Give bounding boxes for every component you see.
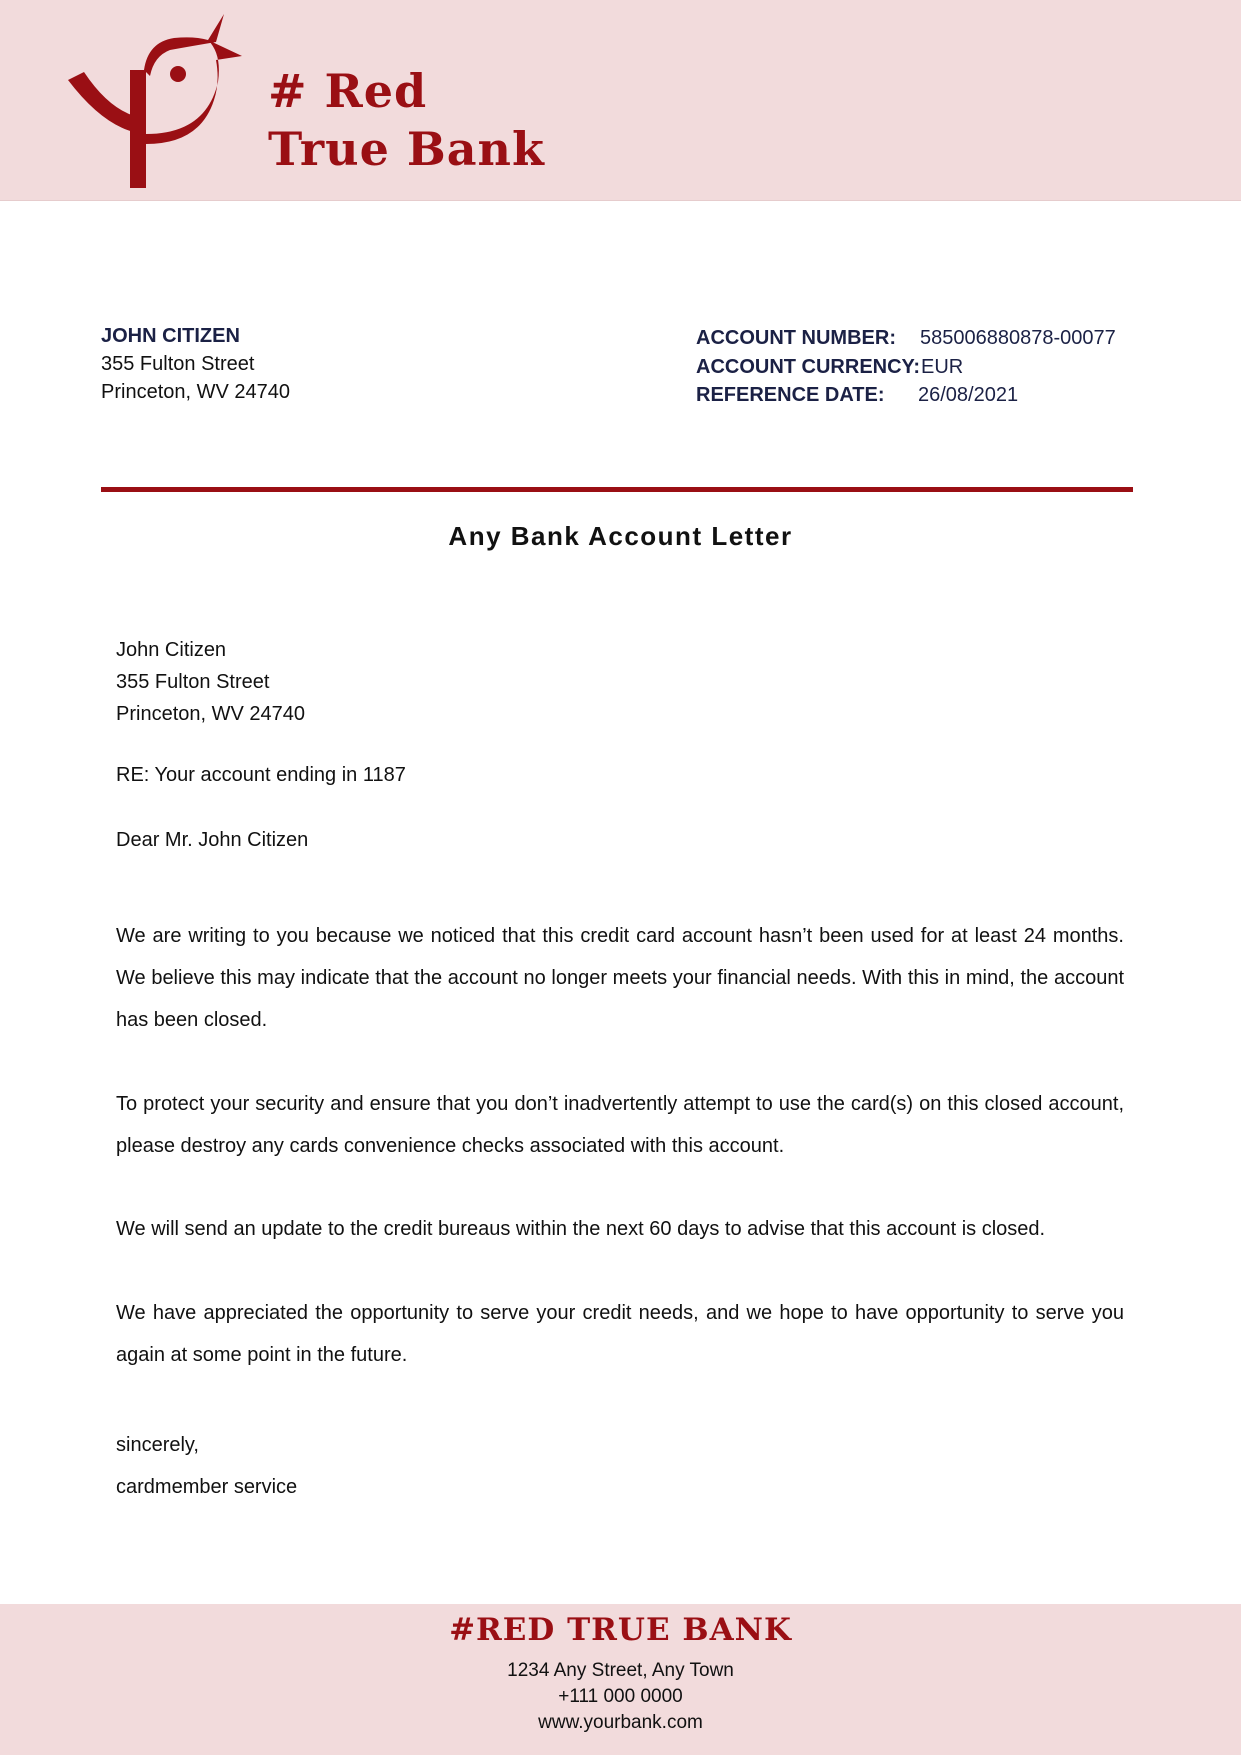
footer-address: 1234 Any Street, Any Town: [507, 1660, 734, 1681]
account-number-value: 585006880878-00077: [920, 327, 1116, 349]
letter-title: Any Bank Account Letter: [448, 521, 793, 551]
recipient-city: Princeton, WV 24740: [116, 703, 305, 725]
reference-date-value: 26/08/2021: [918, 384, 1019, 406]
letterhead-footer: [0, 1604, 1241, 1755]
paragraph-2: To protect your security and ensure that you don’t inadvertently attempt to use the card(s) on this closed account, please destroy any cards convenience checks associated with this account.: [116, 1093, 1124, 1157]
paragraph-1: We are writing to you because we noticed that this credit card account hasn’t been used for at least 24 months. We believe this may indicate that the account no longer meets your financial needs. With this in mind, the account has been closed.: [116, 925, 1124, 1031]
recipient-street: 355 Fulton Street: [116, 671, 270, 693]
paragraph-4: We have appreciated the opportunity to serve your credit needs, and we hope to have opportunity to serve you again at some point in the future.: [116, 1302, 1124, 1366]
letterhead-header: [0, 0, 1241, 201]
customer-name: JOHN CITIZEN: [101, 325, 240, 347]
paragraph-3: We will send an update to the credit bureaus within the next 60 days to advise that this account is closed.: [116, 1218, 1046, 1240]
footer-website: www.yourbank.com: [538, 1712, 703, 1733]
salutation: Dear Mr. John Citizen: [116, 829, 309, 851]
customer-address-block: [101, 322, 290, 406]
customer-street: 355 Fulton Street: [101, 353, 255, 375]
header-divider: [101, 487, 1133, 492]
bank-name-line2: True Bank: [268, 122, 545, 176]
account-currency-value: EUR: [921, 355, 964, 378]
bank-name-line1: # Red: [268, 64, 428, 118]
bird-logo-icon: [66, 12, 276, 188]
signature: cardmember service: [116, 1476, 298, 1498]
bank-name: [268, 62, 545, 178]
closing-block: [116, 1424, 1124, 1508]
recipient-address: [116, 634, 1124, 730]
account-currency-label: ACCOUNT CURRENCY:: [696, 355, 921, 378]
footer-phone: +111 000 0000: [558, 1686, 683, 1707]
footer-bank-name: #RED TRUE BANK: [449, 1612, 792, 1648]
closing: sincerely,: [116, 1434, 199, 1456]
re-line: RE: Your account ending in 1187: [116, 764, 406, 786]
recipient-name: John Citizen: [116, 639, 227, 661]
reference-date-label: REFERENCE DATE:: [696, 384, 885, 406]
account-number-label: ACCOUNT NUMBER:: [696, 327, 896, 349]
customer-city: Princeton, WV 24740: [101, 381, 290, 403]
